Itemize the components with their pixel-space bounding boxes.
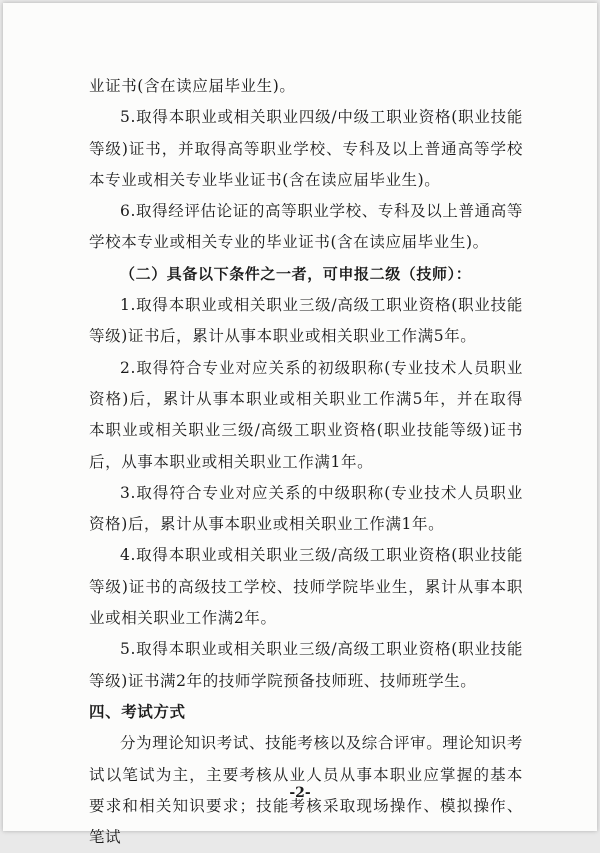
paragraph-item: 4.取得本职业或相关职业三级/高级工职业资格(职业技能等级)证书的高级技工学校、技师学院毕业生，累计从事本职业或相关职业工作满2年。 [89, 546, 523, 628]
paragraph-item: 1.取得本职业或相关职业三级/高级工职业资格(职业技能等级)证书后，累计从事本职业或相关职业工作满5年。 [89, 296, 523, 346]
page-number: -2- [289, 785, 311, 801]
paragraph-item: 6.取得经评估论证的高等职业学校、专科及以上普通高等学校本专业或相关专业的毕业证书(含在读应届毕业生)。 [89, 202, 523, 252]
paragraph-item: 2.取得符合专业对应关系的初级职称(专业技术人员职业资格)后，累计从事本职业或相关职业工作满5年，并在取得本职业或相关职业三级/高级工职业资格(职业技能等级)证书后，从事本职业或相关职业工作满1年。 [89, 358, 523, 471]
document-body [89, 71, 523, 853]
paragraph-item: 3.取得符合专业对应关系的中级职称(专业技术人员职业资格)后，累计从事本职业或相关职业工作满1年。 [89, 483, 523, 534]
paragraph-item: 5.取得本职业或相关职业三级/高级工职业资格(职业技能等级)证书满2年的技师学院预备技师班、技师班学生。 [89, 640, 523, 690]
paragraph-continuation: 业证书(含在读应届毕业生)。 [89, 77, 296, 95]
section-heading: 四、考试方式 [89, 702, 186, 721]
subsection-heading: （二）具备以下条件之一者，可申报二级（技师）： [120, 264, 472, 283]
paragraph-item: 分为理论知识考试、技能考核以及综合评审。理论知识考试以笔试为主，主要考核从业人员从事本职业应掌握的基本要求和相关知识要求；技能考核采取现场操作、模拟操作、笔试 [89, 734, 523, 847]
document-page [3, 3, 597, 847]
paragraph-item: 5.取得本职业或相关职业四级/中级工职业资格(职业技能等级)证书，并取得高等职业学校、专科及以上普通高等学校本专业或相关专业毕业证书(含在读应届毕业生)。 [89, 108, 523, 189]
